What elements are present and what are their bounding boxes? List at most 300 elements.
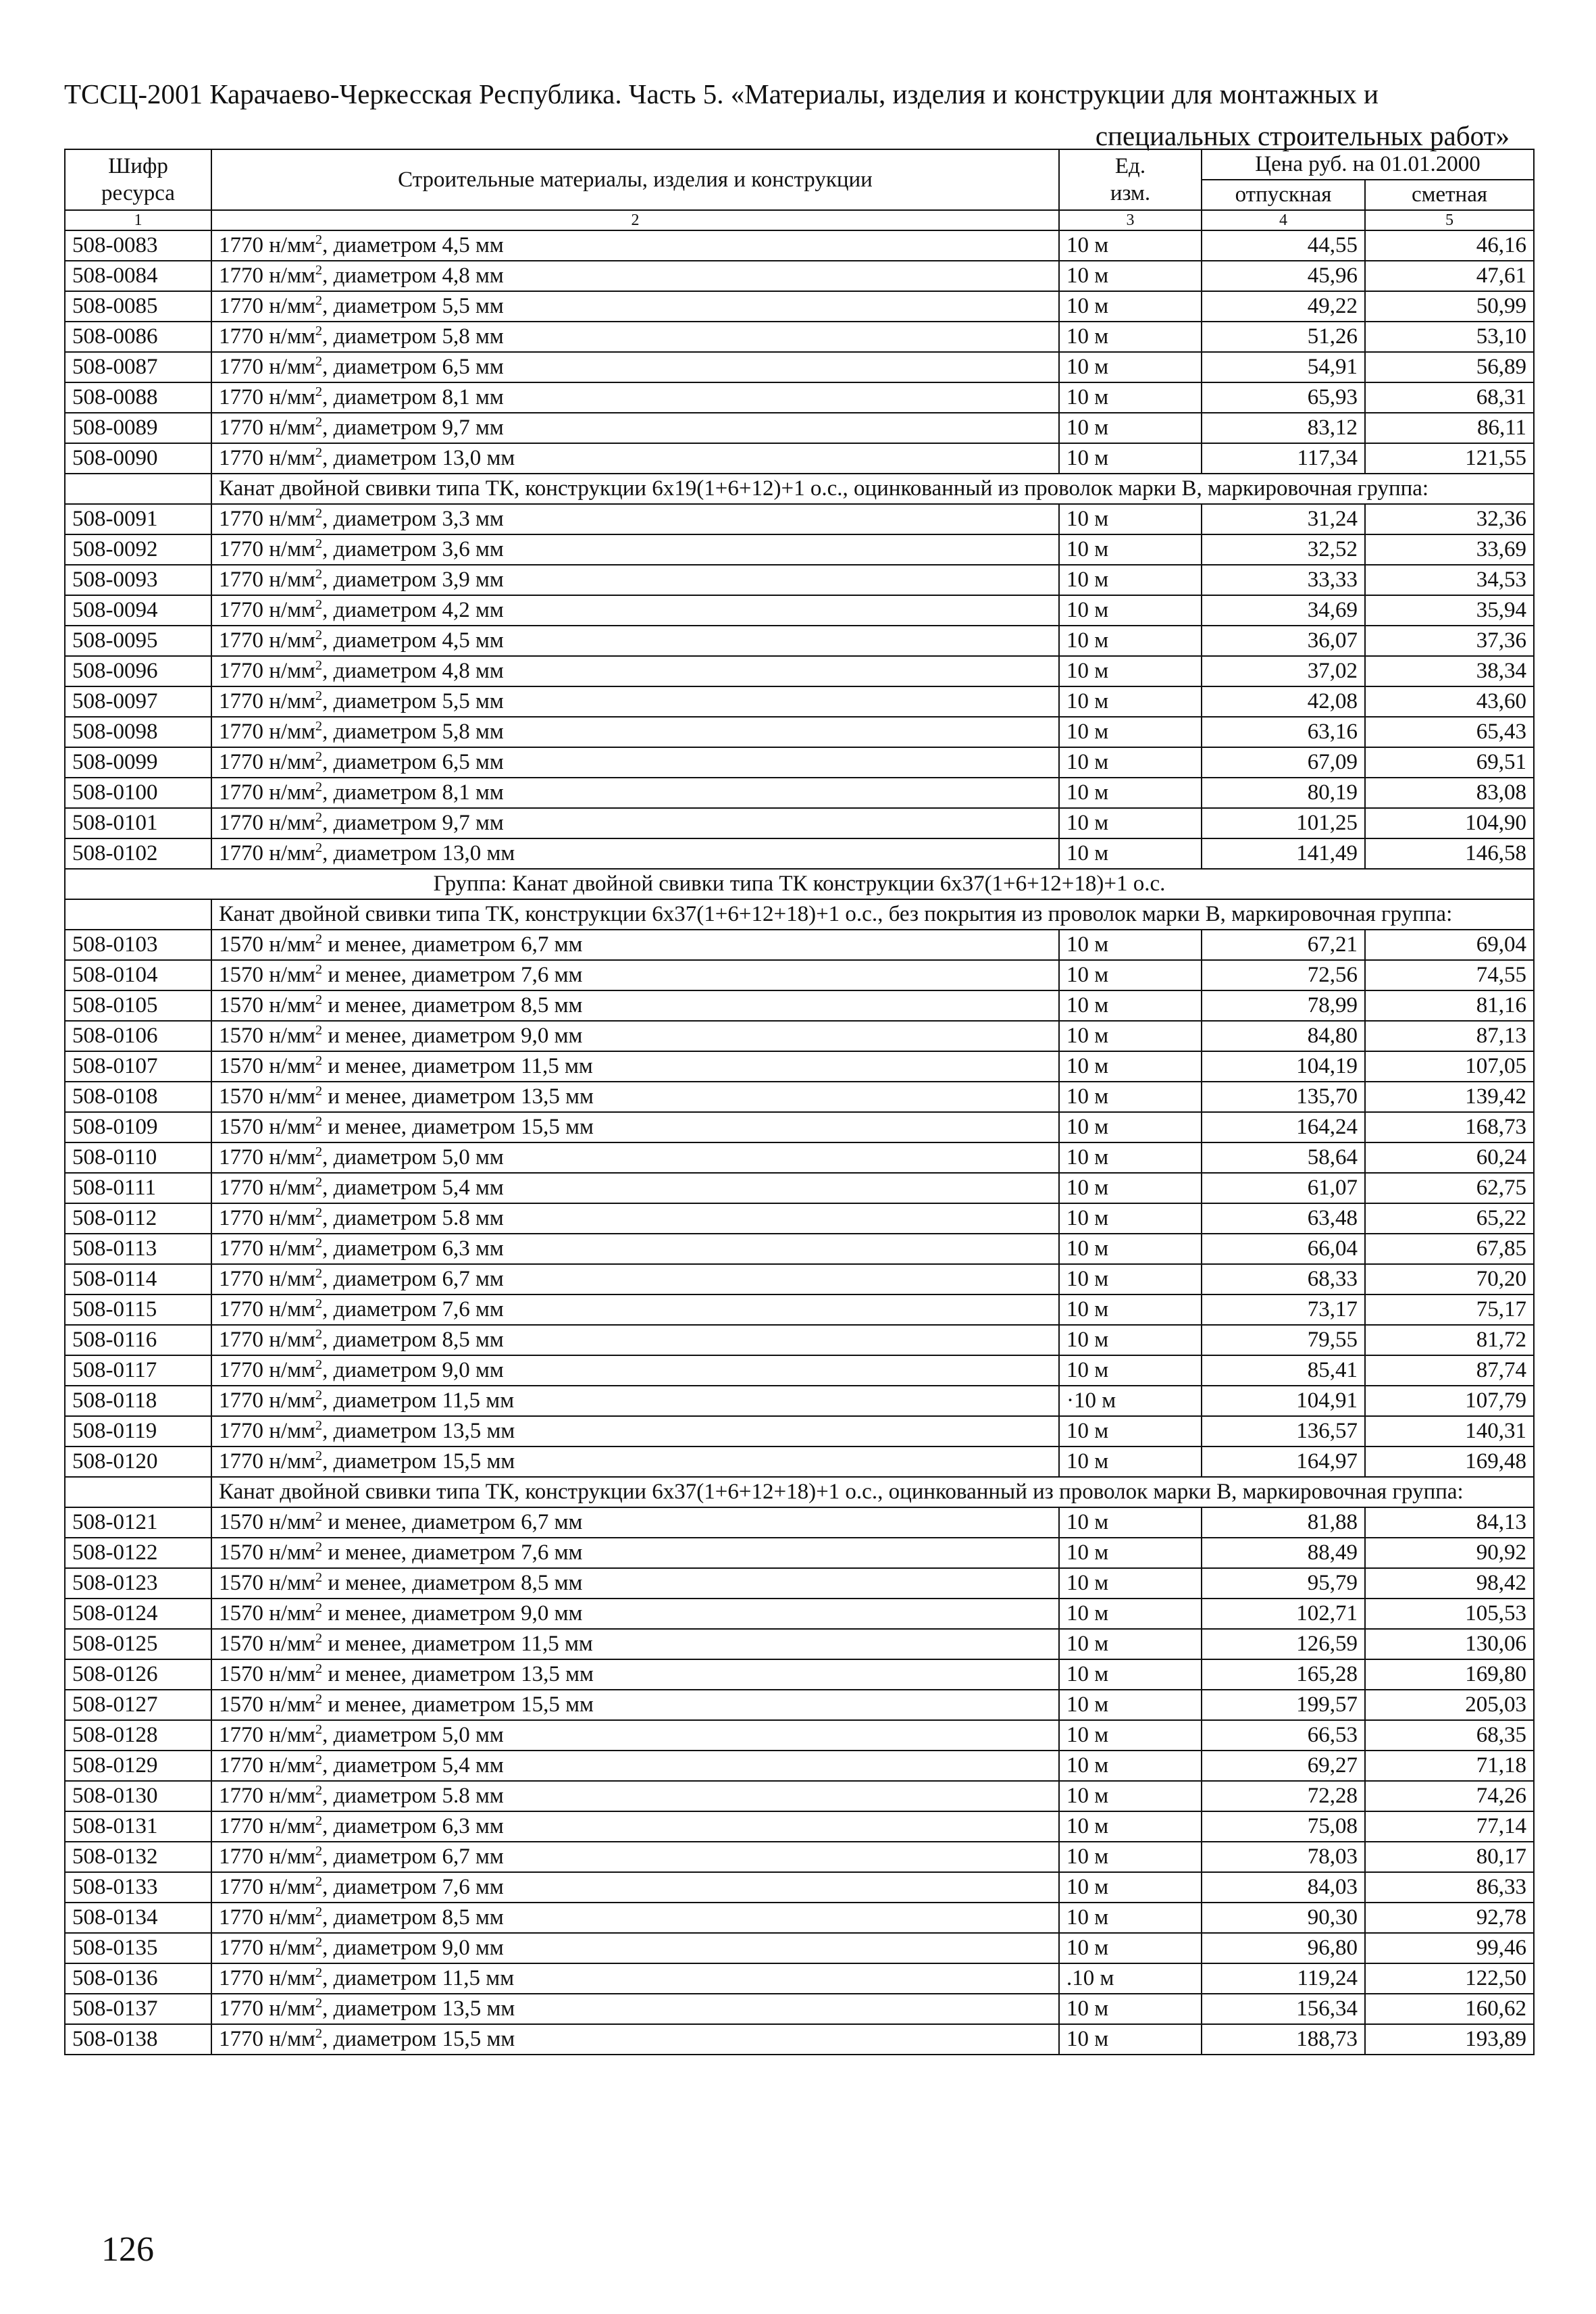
table-row — [65, 2024, 1534, 2055]
release-price: 49,22 — [1202, 291, 1365, 322]
table-row — [65, 595, 1534, 626]
release-price: 63,16 — [1202, 717, 1365, 747]
table-row — [65, 1629, 1534, 1659]
material-name: 1770 $н/мм^2$, диаметром 8,1 мм — [211, 382, 1059, 413]
release-price: 165,28 — [1202, 1659, 1365, 1690]
table-row — [65, 1963, 1534, 1994]
release-price: 42,08 — [1202, 686, 1365, 717]
release-price: 135,70 — [1202, 1082, 1365, 1112]
material-name: 1770 $н/мм^2$, диаметром 5,5 мм — [211, 291, 1059, 322]
table-row — [65, 838, 1534, 869]
table-row — [65, 1842, 1534, 1872]
table-row — [65, 352, 1534, 382]
estimate-price: 65,43 — [1365, 717, 1534, 747]
col-header-code: Шифр ресурса — [65, 149, 211, 210]
unit: 10 м — [1059, 717, 1202, 747]
unit: 10 м — [1059, 261, 1202, 291]
subheading-row — [65, 1477, 1534, 1507]
estimate-price: 62,75 — [1365, 1173, 1534, 1203]
release-price: 101,25 — [1202, 808, 1365, 838]
table-row — [65, 1234, 1534, 1264]
resource-code: 508-0111 — [65, 1173, 211, 1203]
release-price: 85,41 — [1202, 1355, 1365, 1386]
resource-code: 508-0109 — [65, 1112, 211, 1142]
resource-code: 508-0136 — [65, 1963, 211, 1994]
table-row — [65, 1933, 1534, 1963]
estimate-price: 140,31 — [1365, 1416, 1534, 1447]
document-title — [64, 73, 1510, 157]
release-price: 45,96 — [1202, 261, 1365, 291]
estimate-price: 81,16 — [1365, 990, 1534, 1021]
release-price: 67,21 — [1202, 930, 1365, 960]
material-name: 1770 $н/мм^2$, диаметром 4,8 мм — [211, 261, 1059, 291]
material-name: 1570 $н/мм^2$ и менее, диаметром 8,5 мм — [211, 990, 1059, 1021]
resource-code: 508-0138 — [65, 2024, 211, 2055]
price-table — [64, 149, 1535, 2055]
release-price: 141,49 — [1202, 838, 1365, 869]
table-row — [65, 1690, 1534, 1720]
material-name: 1770 $н/мм^2$, диаметром 5,4 мм — [211, 1751, 1059, 1781]
unit: 10 м — [1059, 1933, 1202, 1963]
table-row — [65, 1082, 1534, 1112]
material-name: 1770 $н/мм^2$, диаметром 5,0 мм — [211, 1142, 1059, 1173]
table-row — [65, 1507, 1534, 1538]
unit: 10 м — [1059, 990, 1202, 1021]
page-number: 126 — [101, 2230, 154, 2269]
table-row — [65, 1416, 1534, 1447]
table-row — [65, 747, 1534, 778]
material-name: 1770 $н/мм^2$, диаметром 13,5 мм — [211, 1994, 1059, 2024]
table-row — [65, 656, 1534, 686]
unit: 10 м — [1059, 1538, 1202, 1568]
unit: 10 м — [1059, 960, 1202, 990]
material-name: 1770 $н/мм^2$, диаметром 3,6 мм — [211, 534, 1059, 565]
material-name: 1770 $н/мм^2$, диаметром 13,0 мм — [211, 443, 1059, 474]
resource-code: 508-0089 — [65, 413, 211, 443]
unit: 10 м — [1059, 778, 1202, 808]
estimate-price: 77,14 — [1365, 1811, 1534, 1842]
material-name: 1770 $н/мм^2$, диаметром 7,6 мм — [211, 1294, 1059, 1325]
release-price: 72,28 — [1202, 1781, 1365, 1811]
table-row — [65, 1355, 1534, 1386]
resource-code: 508-0133 — [65, 1872, 211, 1903]
release-price: 67,09 — [1202, 747, 1365, 778]
estimate-price: 193,89 — [1365, 2024, 1534, 2055]
col-index: 2 — [211, 210, 1059, 230]
material-name: 1770 $н/мм^2$, диаметром 5.8 мм — [211, 1203, 1059, 1234]
unit: 10 м — [1059, 1781, 1202, 1811]
table-row — [65, 1021, 1534, 1051]
resource-code: 508-0118 — [65, 1386, 211, 1416]
estimate-price: 69,51 — [1365, 747, 1534, 778]
estimate-price: 139,42 — [1365, 1082, 1534, 1112]
table-row — [65, 1751, 1534, 1781]
title-line-2: специальных строительных работ» — [1095, 120, 1510, 151]
material-name: 1770 $н/мм^2$, диаметром 11,5 мм — [211, 1386, 1059, 1416]
release-price: 73,17 — [1202, 1294, 1365, 1325]
release-price: 126,59 — [1202, 1629, 1365, 1659]
release-price: 156,34 — [1202, 1994, 1365, 2024]
subheading-row — [65, 474, 1534, 504]
resource-code: 508-0126 — [65, 1659, 211, 1690]
unit: 10 м — [1059, 1264, 1202, 1294]
release-price: 78,03 — [1202, 1842, 1365, 1872]
resource-code: 508-0097 — [65, 686, 211, 717]
release-price: 68,33 — [1202, 1264, 1365, 1294]
subheading-text: Канат двойной свивки типа ТК, конструкции 6х37(1+6+12+18)+1 о.с., без покрытия из проволок марки В, маркировочная группа: — [211, 899, 1534, 930]
table-row — [65, 291, 1534, 322]
resource-code: 508-0084 — [65, 261, 211, 291]
release-price: 36,07 — [1202, 626, 1365, 656]
release-price: 90,30 — [1202, 1903, 1365, 1933]
estimate-price: 38,34 — [1365, 656, 1534, 686]
subheading-code-cell — [65, 474, 211, 504]
resource-code: 508-0083 — [65, 230, 211, 261]
resource-code: 508-0116 — [65, 1325, 211, 1355]
unit: 10 м — [1059, 1599, 1202, 1629]
release-price: 117,34 — [1202, 443, 1365, 474]
estimate-price: 86,33 — [1365, 1872, 1534, 1903]
table-row — [65, 1903, 1534, 1933]
estimate-price: 53,10 — [1365, 322, 1534, 352]
estimate-price: 81,72 — [1365, 1325, 1534, 1355]
material-name: 1770 $н/мм^2$, диаметром 4,8 мм — [211, 656, 1059, 686]
estimate-price: 107,05 — [1365, 1051, 1534, 1082]
col-header-release: отпускная — [1202, 180, 1365, 210]
unit: 10 м — [1059, 808, 1202, 838]
table-row — [65, 382, 1534, 413]
table-row — [65, 322, 1534, 352]
unit: 10 м — [1059, 595, 1202, 626]
unit: 10 м — [1059, 1203, 1202, 1234]
release-price: 88,49 — [1202, 1538, 1365, 1568]
release-price: 104,91 — [1202, 1386, 1365, 1416]
estimate-price: 98,42 — [1365, 1568, 1534, 1599]
unit: 10 м — [1059, 626, 1202, 656]
unit: 10 м — [1059, 352, 1202, 382]
resource-code: 508-0120 — [65, 1447, 211, 1477]
unit: 10 м — [1059, 565, 1202, 595]
table-row — [65, 1781, 1534, 1811]
unit: 10 м — [1059, 1234, 1202, 1264]
estimate-price: 50,99 — [1365, 291, 1534, 322]
estimate-price: 86,11 — [1365, 413, 1534, 443]
release-price: 79,55 — [1202, 1325, 1365, 1355]
resource-code: 508-0106 — [65, 1021, 211, 1051]
release-price: 33,33 — [1202, 565, 1365, 595]
material-name: 1770 $н/мм^2$, диаметром 6,5 мм — [211, 352, 1059, 382]
release-price: 95,79 — [1202, 1568, 1365, 1599]
material-name: 1770 $н/мм^2$, диаметром 5,4 мм — [211, 1173, 1059, 1203]
material-name: 1570 $н/мм^2$ и менее, диаметром 7,6 мм — [211, 960, 1059, 990]
release-price: 96,80 — [1202, 1933, 1365, 1963]
estimate-price: 169,48 — [1365, 1447, 1534, 1477]
resource-code: 508-0099 — [65, 747, 211, 778]
unit: 10 м — [1059, 1690, 1202, 1720]
unit: 10 м — [1059, 1568, 1202, 1599]
estimate-price: 35,94 — [1365, 595, 1534, 626]
unit: 10 м — [1059, 1325, 1202, 1355]
estimate-price: 71,18 — [1365, 1751, 1534, 1781]
table-row — [65, 1112, 1534, 1142]
unit: 10 м — [1059, 230, 1202, 261]
material-name: 1770 $н/мм^2$, диаметром 5,5 мм — [211, 686, 1059, 717]
table-body — [65, 230, 1534, 2055]
table-row — [65, 1659, 1534, 1690]
resource-code: 508-0092 — [65, 534, 211, 565]
unit: 10 м — [1059, 1173, 1202, 1203]
unit: 10 м — [1059, 1629, 1202, 1659]
release-price: 83,12 — [1202, 413, 1365, 443]
table-row — [65, 960, 1534, 990]
table-row — [65, 261, 1534, 291]
material-name: 1570 $н/мм^2$ и менее, диаметром 13,5 мм — [211, 1659, 1059, 1690]
table-row — [65, 413, 1534, 443]
table-row — [65, 778, 1534, 808]
table-row — [65, 1173, 1534, 1203]
estimate-price: 69,04 — [1365, 930, 1534, 960]
unit: 10 м — [1059, 2024, 1202, 2055]
unit: 10 м — [1059, 1903, 1202, 1933]
unit: 10 м — [1059, 1021, 1202, 1051]
material-name: 1770 $н/мм^2$, диаметром 11,5 мм — [211, 1963, 1059, 1994]
resource-code: 508-0122 — [65, 1538, 211, 1568]
material-name: 1770 $н/мм^2$, диаметром 9,0 мм — [211, 1933, 1059, 1963]
table-row — [65, 565, 1534, 595]
release-price: 63,48 — [1202, 1203, 1365, 1234]
unit: 10 м — [1059, 1416, 1202, 1447]
estimate-price: 104,90 — [1365, 808, 1534, 838]
title-line-1: ТССЦ-2001 Карачаево-Черкесская Республика. Часть 5. «Материалы, изделия и конструкции для монтажных и — [64, 78, 1379, 109]
table-row — [65, 1325, 1534, 1355]
material-name: 1570 $н/мм^2$ и менее, диаметром 13,5 мм — [211, 1082, 1059, 1112]
resource-code: 508-0101 — [65, 808, 211, 838]
material-name: 1770 $н/мм^2$, диаметром 8,5 мм — [211, 1325, 1059, 1355]
estimate-price: 122,50 — [1365, 1963, 1534, 1994]
material-name: 1770 $н/мм^2$, диаметром 6,7 мм — [211, 1842, 1059, 1872]
material-name: 1770 $н/мм^2$, диаметром 3,3 мм — [211, 504, 1059, 534]
release-price: 188,73 — [1202, 2024, 1365, 2055]
unit: 10 м — [1059, 1082, 1202, 1112]
unit: 10 м — [1059, 1751, 1202, 1781]
release-price: 81,88 — [1202, 1507, 1365, 1538]
resource-code: 508-0087 — [65, 352, 211, 382]
resource-code: 508-0095 — [65, 626, 211, 656]
material-name: 1770 $н/мм^2$, диаметром 15,5 мм — [211, 1447, 1059, 1477]
release-price: 69,27 — [1202, 1751, 1365, 1781]
col-header-unit: Ед. изм. — [1059, 149, 1202, 210]
material-name: 1570 $н/мм^2$ и менее, диаметром 6,7 мм — [211, 1507, 1059, 1538]
table-row — [65, 626, 1534, 656]
table-row — [65, 1051, 1534, 1082]
subheading-row — [65, 899, 1534, 930]
material-name: 1770 $н/мм^2$, диаметром 6,7 мм — [211, 1264, 1059, 1294]
material-name: 1770 $н/мм^2$, диаметром 5,0 мм — [211, 1720, 1059, 1751]
resource-code: 508-0132 — [65, 1842, 211, 1872]
col-index: 1 — [65, 210, 211, 230]
resource-code: 508-0104 — [65, 960, 211, 990]
material-name: 1770 $н/мм^2$, диаметром 13,0 мм — [211, 838, 1059, 869]
table-row — [65, 1720, 1534, 1751]
resource-code: 508-0128 — [65, 1720, 211, 1751]
resource-code: 508-0115 — [65, 1294, 211, 1325]
subheading-text: Канат двойной свивки типа ТК, конструкции 6х19(1+6+12)+1 о.с., оцинкованный из проволок марки В, маркировочная группа: — [211, 474, 1534, 504]
table-row — [65, 443, 1534, 474]
table-row — [65, 1994, 1534, 2024]
unit: 10 м — [1059, 534, 1202, 565]
unit: 10 м — [1059, 1112, 1202, 1142]
table-row — [65, 1599, 1534, 1629]
estimate-price: 32,36 — [1365, 504, 1534, 534]
unit: 10 м — [1059, 747, 1202, 778]
table-row — [65, 686, 1534, 717]
unit: 10 м — [1059, 1994, 1202, 2024]
release-price: 58,64 — [1202, 1142, 1365, 1173]
table-row — [65, 1811, 1534, 1842]
estimate-price: 68,35 — [1365, 1720, 1534, 1751]
release-price: 54,91 — [1202, 352, 1365, 382]
col-index: 3 — [1059, 210, 1202, 230]
material-name: 1570 $н/мм^2$ и менее, диаметром 15,5 мм — [211, 1112, 1059, 1142]
release-price: 32,52 — [1202, 534, 1365, 565]
estimate-price: 34,53 — [1365, 565, 1534, 595]
resource-code: 508-0107 — [65, 1051, 211, 1082]
release-price: 164,24 — [1202, 1112, 1365, 1142]
unit: 10 м — [1059, 413, 1202, 443]
estimate-price: 70,20 — [1365, 1264, 1534, 1294]
estimate-price: 146,58 — [1365, 838, 1534, 869]
subheading-code-cell — [65, 1477, 211, 1507]
material-name: 1570 $н/мм^2$ и менее, диаметром 9,0 мм — [211, 1599, 1059, 1629]
table-row — [65, 504, 1534, 534]
unit: 10 м — [1059, 1051, 1202, 1082]
resource-code: 508-0114 — [65, 1264, 211, 1294]
estimate-price: 121,55 — [1365, 443, 1534, 474]
estimate-price: 60,24 — [1365, 1142, 1534, 1173]
resource-code: 508-0127 — [65, 1690, 211, 1720]
estimate-price: 33,69 — [1365, 534, 1534, 565]
col-header-estimate: сметная — [1365, 180, 1534, 210]
release-price: 119,24 — [1202, 1963, 1365, 1994]
resource-code: 508-0125 — [65, 1629, 211, 1659]
material-name: 1770 $н/мм^2$, диаметром 5,8 мм — [211, 717, 1059, 747]
release-price: 84,80 — [1202, 1021, 1365, 1051]
material-name: 1770 $н/мм^2$, диаметром 6,3 мм — [211, 1811, 1059, 1842]
resource-code: 508-0113 — [65, 1234, 211, 1264]
unit: 10 м — [1059, 1294, 1202, 1325]
estimate-price: 205,03 — [1365, 1690, 1534, 1720]
resource-code: 508-0123 — [65, 1568, 211, 1599]
col-index: 4 — [1202, 210, 1365, 230]
estimate-price: 83,08 — [1365, 778, 1534, 808]
material-name: 1570 $н/мм^2$ и менее, диаметром 11,5 мм — [211, 1629, 1059, 1659]
release-price: 136,57 — [1202, 1416, 1365, 1447]
material-name: 1770 $н/мм^2$, диаметром 5.8 мм — [211, 1781, 1059, 1811]
material-name: 1770 $н/мм^2$, диаметром 5,8 мм — [211, 322, 1059, 352]
estimate-price: 105,53 — [1365, 1599, 1534, 1629]
estimate-price: 107,79 — [1365, 1386, 1534, 1416]
resource-code: 508-0108 — [65, 1082, 211, 1112]
material-name: 1770 $н/мм^2$, диаметром 8,5 мм — [211, 1903, 1059, 1933]
estimate-price: 80,17 — [1365, 1842, 1534, 1872]
unit: 10 м — [1059, 322, 1202, 352]
subheading-code-cell — [65, 899, 211, 930]
estimate-price: 37,36 — [1365, 626, 1534, 656]
unit: 10 м — [1059, 930, 1202, 960]
estimate-price: 90,92 — [1365, 1538, 1534, 1568]
resource-code: 508-0096 — [65, 656, 211, 686]
resource-code: 508-0135 — [65, 1933, 211, 1963]
table-row — [65, 808, 1534, 838]
resource-code: 508-0129 — [65, 1751, 211, 1781]
estimate-price: 84,13 — [1365, 1507, 1534, 1538]
unit: 10 м — [1059, 443, 1202, 474]
release-price: 102,71 — [1202, 1599, 1365, 1629]
resource-code: 508-0117 — [65, 1355, 211, 1386]
release-price: 66,53 — [1202, 1720, 1365, 1751]
group-row — [65, 869, 1534, 899]
estimate-price: 169,80 — [1365, 1659, 1534, 1690]
table-row — [65, 1294, 1534, 1325]
release-price: 199,57 — [1202, 1690, 1365, 1720]
resource-code: 508-0119 — [65, 1416, 211, 1447]
table-row — [65, 1203, 1534, 1234]
resource-code: 508-0091 — [65, 504, 211, 534]
unit: 10 м — [1059, 1811, 1202, 1842]
release-price: 80,19 — [1202, 778, 1365, 808]
material-name: 1770 $н/мм^2$, диаметром 4,5 мм — [211, 230, 1059, 261]
release-price: 84,03 — [1202, 1872, 1365, 1903]
estimate-price: 46,16 — [1365, 230, 1534, 261]
col-header-price: Цена руб. на 01.01.2000 — [1202, 149, 1534, 180]
release-price: 51,26 — [1202, 322, 1365, 352]
unit: 10 м — [1059, 504, 1202, 534]
estimate-price: 67,85 — [1365, 1234, 1534, 1264]
subheading-text: Канат двойной свивки типа ТК, конструкции 6х37(1+6+12+18)+1 о.с., оцинкованный из проволок марки В, маркировочная группа: — [211, 1477, 1534, 1507]
release-price: 65,93 — [1202, 382, 1365, 413]
estimate-price: 68,31 — [1365, 382, 1534, 413]
estimate-price: 130,06 — [1365, 1629, 1534, 1659]
table-row — [65, 230, 1534, 261]
resource-code: 508-0103 — [65, 930, 211, 960]
unit: 10 м — [1059, 1507, 1202, 1538]
estimate-price: 92,78 — [1365, 1903, 1534, 1933]
material-name: 1770 $н/мм^2$, диаметром 4,5 мм — [211, 626, 1059, 656]
material-name: 1770 $н/мм^2$, диаметром 6,5 мм — [211, 747, 1059, 778]
table-row — [65, 930, 1534, 960]
unit: ·10 м — [1059, 1386, 1202, 1416]
table-row — [65, 1568, 1534, 1599]
estimate-price: 160,62 — [1365, 1994, 1534, 2024]
release-price: 72,56 — [1202, 960, 1365, 990]
table-row — [65, 990, 1534, 1021]
material-name: 1570 $н/мм^2$ и менее, диаметром 9,0 мм — [211, 1021, 1059, 1051]
resource-code: 508-0137 — [65, 1994, 211, 2024]
unit: 10 м — [1059, 1720, 1202, 1751]
release-price: 164,97 — [1202, 1447, 1365, 1477]
material-name: 1770 $н/мм^2$, диаметром 8,1 мм — [211, 778, 1059, 808]
table-row — [65, 1142, 1534, 1173]
col-index: 5 — [1365, 210, 1534, 230]
resource-code: 508-0088 — [65, 382, 211, 413]
material-name: 1770 $н/мм^2$, диаметром 6,3 мм — [211, 1234, 1059, 1264]
material-name: 1770 $н/мм^2$, диаметром 9,0 мм — [211, 1355, 1059, 1386]
table-row — [65, 1447, 1534, 1477]
unit: 10 м — [1059, 1872, 1202, 1903]
unit: 10 м — [1059, 1447, 1202, 1477]
resource-code: 508-0121 — [65, 1507, 211, 1538]
estimate-price: 56,89 — [1365, 352, 1534, 382]
